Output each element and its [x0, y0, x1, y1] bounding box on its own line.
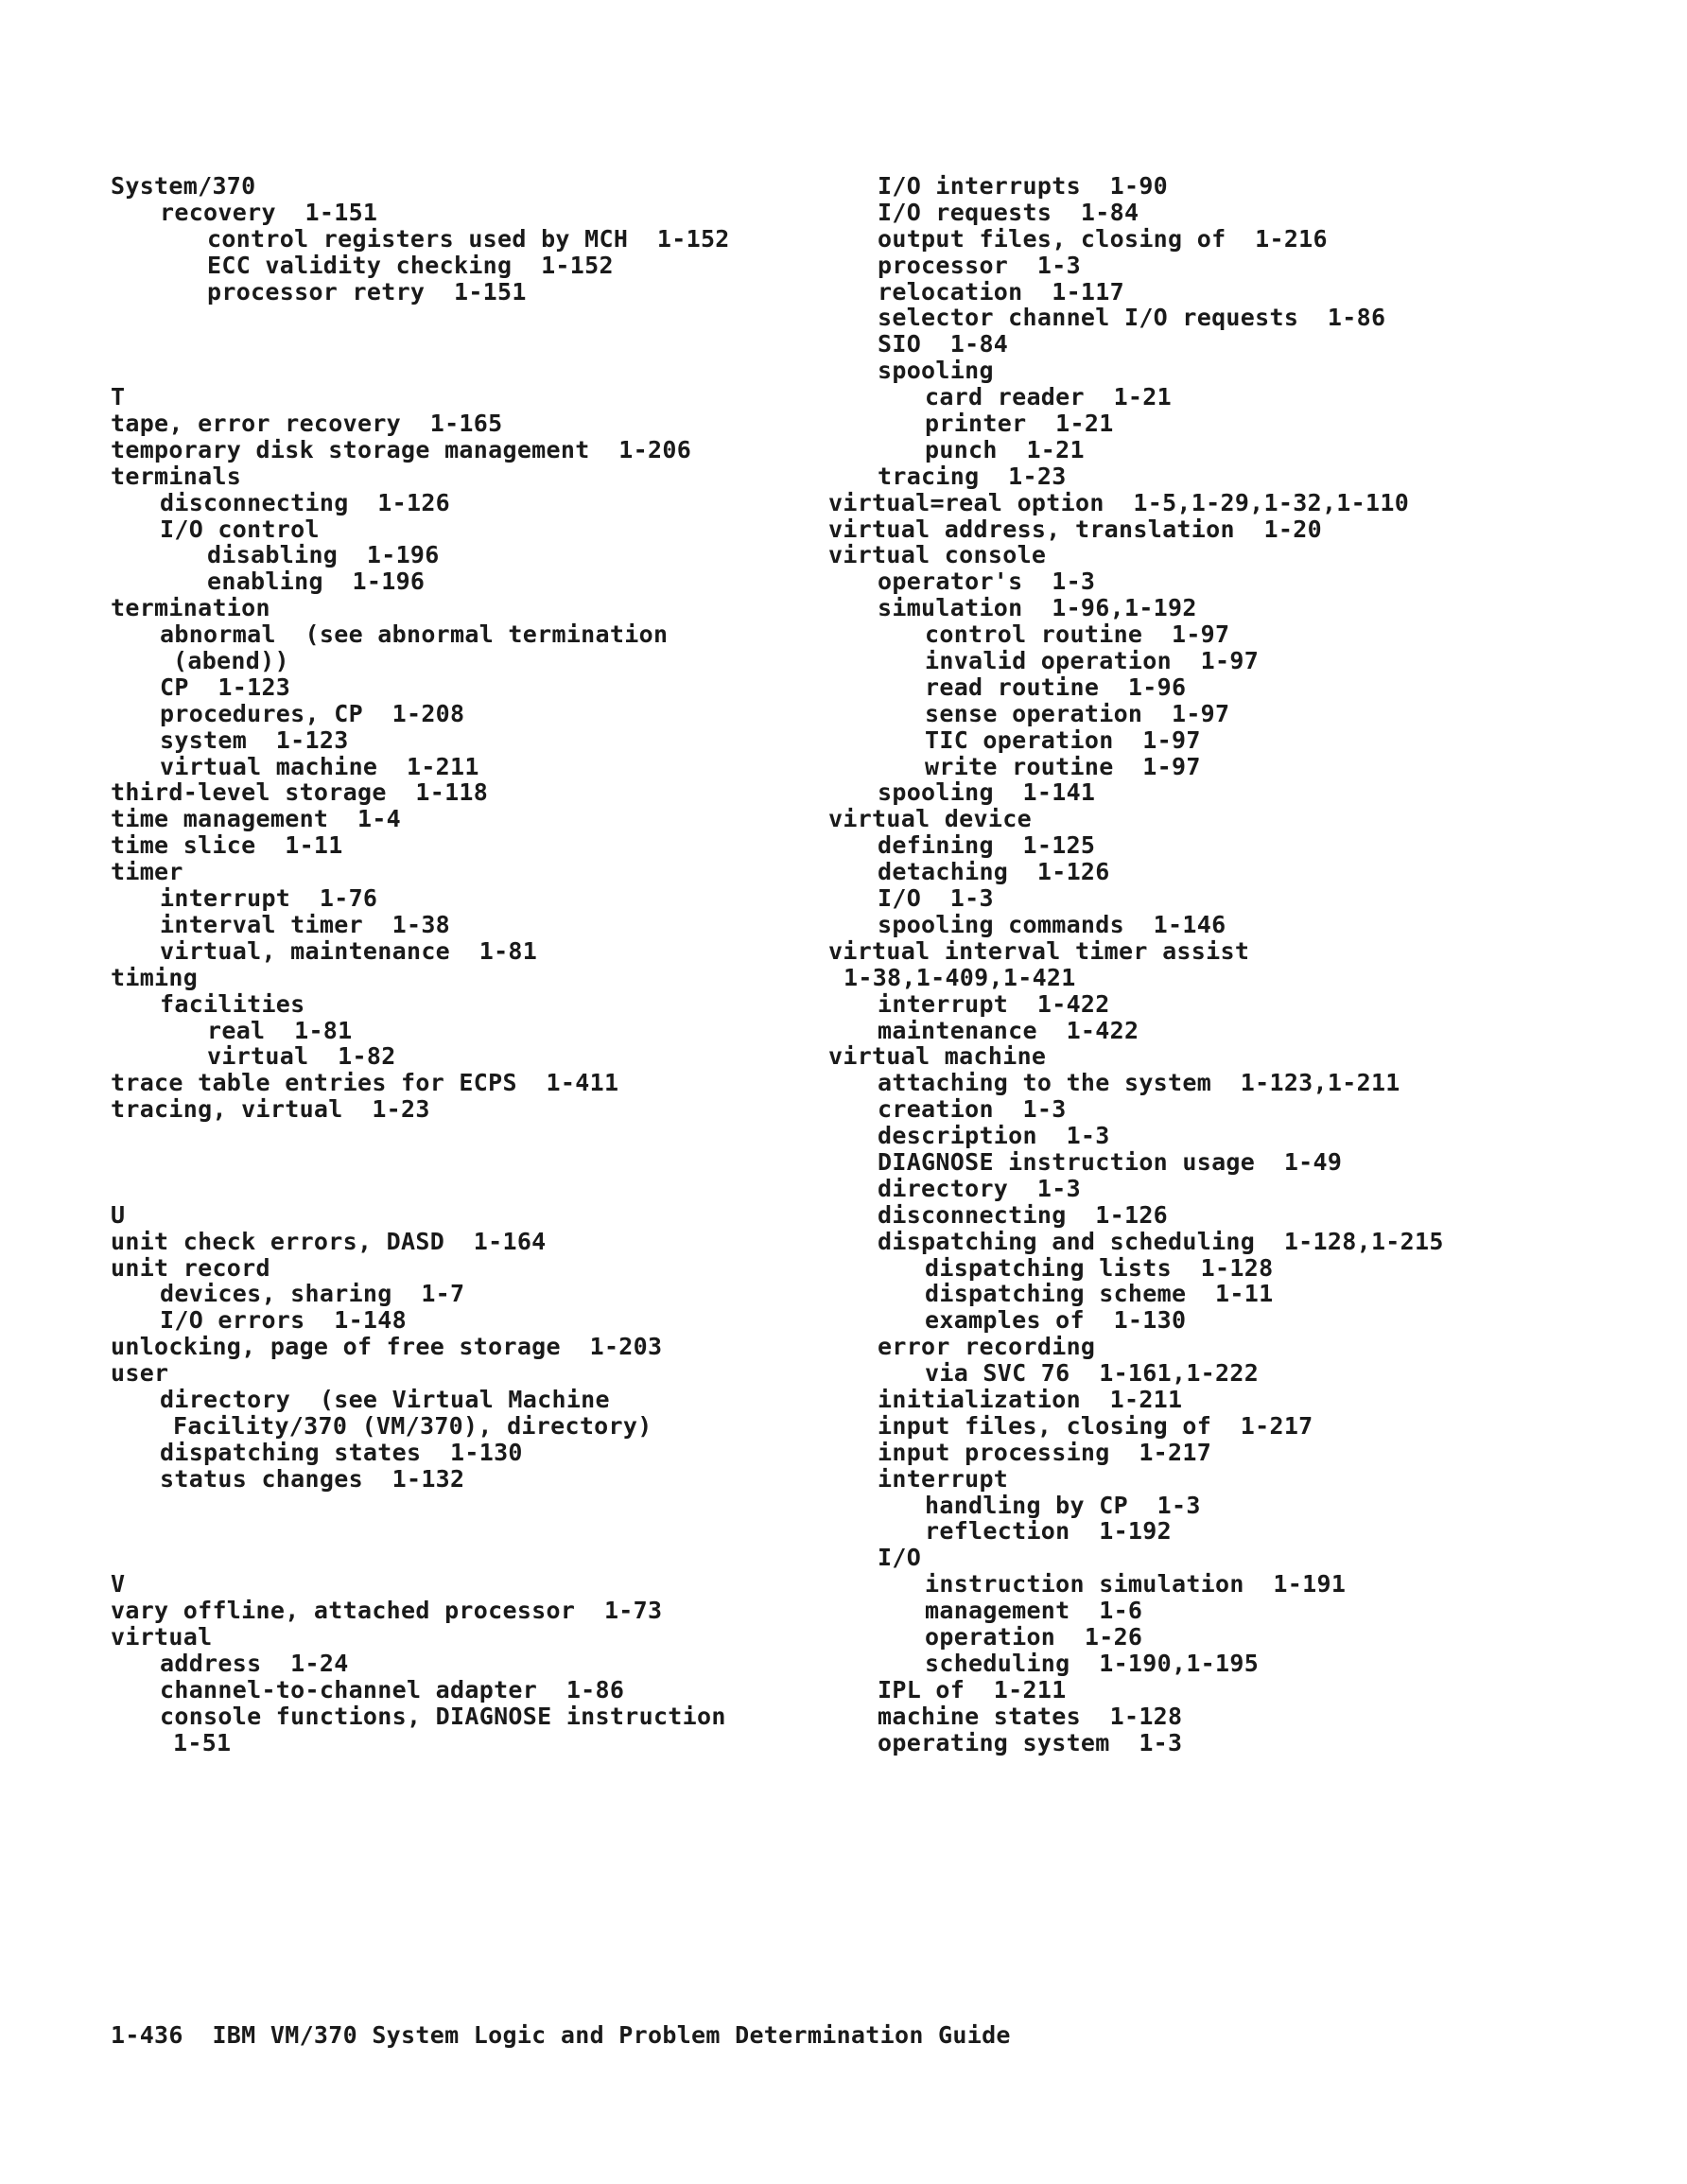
index-entry: channel-to-channel adapter 1-86: [160, 1675, 625, 1704]
index-entry: output files, closing of 1-216: [878, 224, 1328, 253]
index-entry: directory 1-3: [878, 1174, 1081, 1202]
index-entry: time management 1-4: [111, 805, 402, 833]
index-entry: read routine 1-96: [925, 673, 1187, 701]
index-entry: reflection 1-192: [925, 1517, 1172, 1546]
index-entry: virtual: [111, 1622, 213, 1651]
index-entry: real 1-81: [207, 1016, 353, 1044]
index-entry: virtual address, translation 1-20: [828, 515, 1322, 543]
index-entry: detaching 1-126: [878, 858, 1110, 886]
index-entry: handling by CP 1-3: [925, 1491, 1201, 1519]
index-entry: creation 1-3: [878, 1095, 1067, 1124]
index-entry: invalid operation 1-97: [925, 647, 1260, 675]
index-entry: instruction simulation 1-191: [925, 1570, 1347, 1599]
index-entry: unit check errors, DASD 1-164: [111, 1227, 547, 1255]
index-entry: management 1-6: [925, 1597, 1143, 1625]
index-section-letter: T: [111, 383, 126, 411]
blank-line: [111, 305, 886, 331]
index-entry: operator's 1-3: [878, 568, 1096, 596]
blank-line: [111, 1149, 886, 1176]
index-entry: write routine 1-97: [925, 752, 1201, 780]
index-entry: I/O errors 1-148: [160, 1306, 407, 1335]
index-entry: unit record: [111, 1253, 270, 1282]
index-entry: Facility/370 (VM/370), directory): [173, 1411, 652, 1440]
index-entry: timing: [111, 963, 199, 991]
index-entry: 1-51: [173, 1728, 232, 1756]
index-entry: I/O 1-3: [878, 884, 994, 913]
index-right-column: [828, 173, 1604, 1756]
index-entry: terminals: [111, 462, 242, 490]
index-entry: termination: [111, 594, 270, 622]
index-entry: third-level storage 1-118: [111, 778, 489, 807]
index-entry: examples of 1-130: [925, 1306, 1187, 1335]
index-entry: spooling: [878, 357, 994, 385]
index-entry: spooling 1-141: [878, 778, 1096, 807]
index-entry: initialization 1-211: [878, 1385, 1183, 1413]
index-entry: maintenance 1-422: [878, 1016, 1139, 1044]
index-entry: machine states 1-128: [878, 1702, 1183, 1730]
index-entry: processor 1-3: [878, 251, 1081, 279]
index-entry: abnormal (see abnormal termination: [160, 620, 669, 649]
index-entry: punch 1-21: [925, 435, 1085, 463]
index-entry: I/O requests 1-84: [878, 198, 1139, 226]
index-entry: tape, error recovery 1-165: [111, 410, 503, 438]
blank-line: [111, 1123, 886, 1149]
index-section-letter: V: [111, 1570, 126, 1599]
index-entry: time slice 1-11: [111, 831, 343, 860]
index-entry: SIO 1-84: [878, 330, 1009, 358]
index-entry: virtual console: [828, 541, 1047, 569]
index-entry: user: [111, 1359, 169, 1388]
blank-line: [111, 1176, 886, 1202]
index-entry: tracing, virtual 1-23: [111, 1095, 430, 1124]
index-entry: operating system 1-3: [878, 1728, 1183, 1756]
index-entry: input files, closing of 1-217: [878, 1411, 1313, 1440]
index-entry: input processing 1-217: [878, 1438, 1212, 1466]
index-entry: system 1-123: [160, 725, 349, 754]
index-left-column: [111, 173, 886, 1756]
index-entry: description 1-3: [878, 1122, 1110, 1150]
index-entry: timer: [111, 858, 183, 886]
index-entry: I/O interrupts 1-90: [878, 172, 1169, 200]
index-entry: virtual, maintenance 1-81: [160, 936, 538, 965]
index-entry: temporary disk storage management 1-206: [111, 435, 692, 463]
index-entry: System/370: [111, 172, 256, 200]
index-entry: dispatching lists 1-128: [925, 1253, 1274, 1282]
index-entry: console functions, DIAGNOSE instruction: [160, 1702, 726, 1730]
index-entry: virtual machine: [828, 1042, 1047, 1071]
index-entry: devices, sharing 1-7: [160, 1280, 465, 1308]
index-entry: disconnecting 1-126: [878, 1200, 1169, 1229]
index-entry: scheduling 1-190,1-195: [925, 1649, 1260, 1677]
index-entry: virtual interval timer assist: [828, 936, 1250, 965]
index-entry: procedures, CP 1-208: [160, 699, 465, 727]
index-entry: recovery 1-151: [160, 198, 378, 226]
index-entry: relocation 1-117: [878, 277, 1124, 306]
index-entry: unlocking, page of free storage 1-203: [111, 1333, 663, 1361]
blank-line: [111, 358, 886, 384]
index-section-letter: U: [111, 1200, 126, 1229]
index-entry: status changes 1-132: [160, 1464, 465, 1493]
index-entry: TIC operation 1-97: [925, 725, 1201, 754]
index-entry: DIAGNOSE instruction usage 1-49: [878, 1147, 1343, 1176]
index-entry: I/O: [878, 1544, 922, 1572]
index-entry: interrupt 1-422: [878, 989, 1110, 1018]
index-entry: directory (see Virtual Machine: [160, 1385, 610, 1413]
index-entry: virtual device: [828, 805, 1032, 833]
index-entry: tracing 1-23: [878, 462, 1067, 490]
index-entry: via SVC 76 1-161,1-222: [925, 1359, 1260, 1388]
index-entry: ECC validity checking 1-152: [207, 251, 614, 279]
index-entry: address 1-24: [160, 1649, 349, 1677]
index-entry: CP 1-123: [160, 673, 291, 701]
blank-line: [111, 1493, 886, 1519]
index-entry: facilities: [160, 989, 305, 1018]
index-entry: operation 1-26: [925, 1622, 1143, 1651]
index-entry: processor retry 1-151: [207, 277, 527, 306]
index-entry: IPL of 1-211: [878, 1675, 1067, 1704]
index-entry: control routine 1-97: [925, 620, 1230, 649]
index-entry: trace table entries for ECPS 1-411: [111, 1069, 619, 1097]
blank-line: [111, 1545, 886, 1571]
index-entry: disconnecting 1-126: [160, 488, 451, 516]
index-entry: printer 1-21: [925, 410, 1114, 438]
index-entry: interval timer 1-38: [160, 910, 451, 938]
index-entry: spooling commands 1-146: [878, 910, 1226, 938]
index-entry: I/O control: [160, 515, 320, 543]
index-entry: 1-38,1-409,1-421: [844, 963, 1076, 991]
blank-line: [111, 331, 886, 358]
index-entry: defining 1-125: [878, 831, 1096, 860]
index-entry: enabling 1-196: [207, 568, 426, 596]
index-entry: virtual 1-82: [207, 1042, 396, 1071]
index-entry: interrupt: [878, 1464, 1009, 1493]
index-entry: attaching to the system 1-123,1-211: [878, 1069, 1400, 1097]
index-entry: dispatching and scheduling 1-128,1-215: [878, 1227, 1444, 1255]
index-entry: virtual=real option 1-5,1-29,1-32,1-110: [828, 488, 1410, 516]
index-entry: control registers used by MCH 1-152: [207, 224, 730, 253]
blank-line: [111, 1518, 886, 1545]
index-entry: dispatching scheme 1-11: [925, 1280, 1274, 1308]
index-entry: disabling 1-196: [207, 541, 440, 569]
index-entry: interrupt 1-76: [160, 884, 378, 913]
index-entry: (abend)): [173, 647, 289, 675]
index-entry: simulation 1-96,1-192: [878, 594, 1197, 622]
index-entry: vary offline, attached processor 1-73: [111, 1597, 663, 1625]
index-entry: dispatching states 1-130: [160, 1438, 523, 1466]
index-entry: virtual machine 1-211: [160, 752, 479, 780]
index-entry: selector channel I/O requests 1-86: [878, 304, 1386, 332]
page-footer: 1-436 IBM VM/370 System Logic and Problem Determination Guide: [111, 2021, 1011, 2049]
index-entry: card reader 1-21: [925, 383, 1172, 411]
index-entry: sense operation 1-97: [925, 699, 1230, 727]
index-entry: error recording: [878, 1333, 1096, 1361]
